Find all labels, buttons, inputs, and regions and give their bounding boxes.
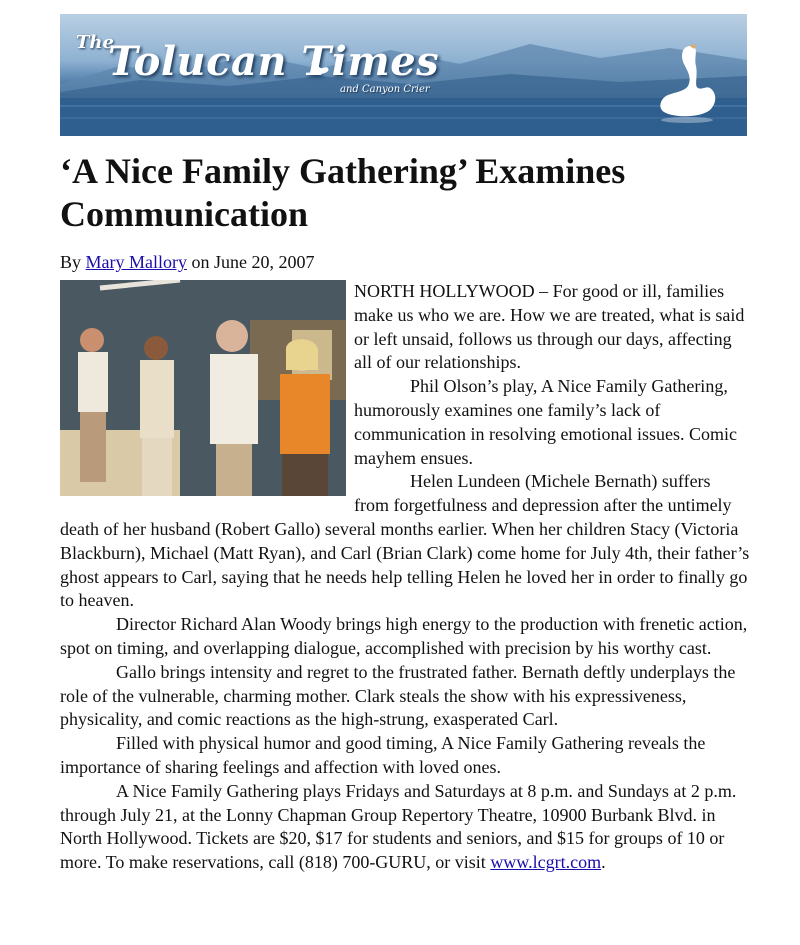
article-headline: ‘A Nice Family Gathering’ Examines Communication [60,151,626,234]
paragraph-7 [60,780,750,875]
byline-date: on June 20, 2007 [187,252,315,272]
small-swan-icon [308,58,332,76]
final-paragraph-text: A Nice Family Gathering plays Fridays and Saturdays at 8 p.m. and Sundays at 2 p.m. through July 21, at the Lonny Chapman Group Repertory Theatre, 10900 Burbank Blvd. in North Hollywood. Tickets are $20, $17 for students and seniors, and $15 for groups of 10 or more. To make reservations, call (818) 700-GURU, or visit [60,780,737,873]
byline [60,250,315,274]
paragraph-3: Helen Lundeen (Michele Bernath) suffers from forgetfulness and depression after the untimely death of her husband (Robert Gallo) several months earlier. When her children Stacy (Victoria Blackburn), Michael (Matt Ryan), and Carl (Brian Clark) come home for July 4th, their father’s ghost appears to Carl, saying that he needs help telling Helen he loved her in order to finally go to heaven. [60,471,750,611]
article-photo [60,280,346,496]
paragraph-4: Director Richard Alan Woody brings high energy to the production with frenetic action, spot on timing, and overlapping dialogue, accomplished with precision by his worthy cast. [60,614,748,658]
masthead-the-text: The [76,32,114,53]
cast-photo-image [60,280,346,496]
website-link[interactable]: www.lcgrt.com [490,852,602,873]
paragraph-6: Filled with physical humor and good timing, A Nice Family Gathering reveals the importance of sharing feelings and affection with loved ones. [60,733,706,777]
swan-logo-icon [652,40,722,128]
masthead-title: Tolucan Times [108,38,440,85]
final-paragraph-end: . [601,852,606,873]
author-link[interactable]: Mary Mallory [85,252,187,272]
masthead-subtitle: and Canyon Crier [340,84,430,95]
paragraph-5: Gallo brings intensity and regret to the frustrated father. Bernath deftly underplays the role of the vulnerable, charming mother. Clark steals the show with his expressiveness, physicality, and comic reactions as the high-strung, exasperated Carl. [60,661,736,730]
masthead-banner[interactable] [60,14,747,136]
paragraph-1: NORTH HOLLYWOOD – For good or ill, families make us who we are. How we are treated, what is said or left unsaid, follows us through our days, affecting all of our relationships. [354,281,745,373]
byline-prefix: By [60,252,86,272]
article-body [60,280,750,875]
paragraph-2: Phil Olson’s play, A Nice Family Gathering, humorously examines one family’s lack of communication in resolving emotional issues. Comic mayhem ensues. [354,376,737,468]
